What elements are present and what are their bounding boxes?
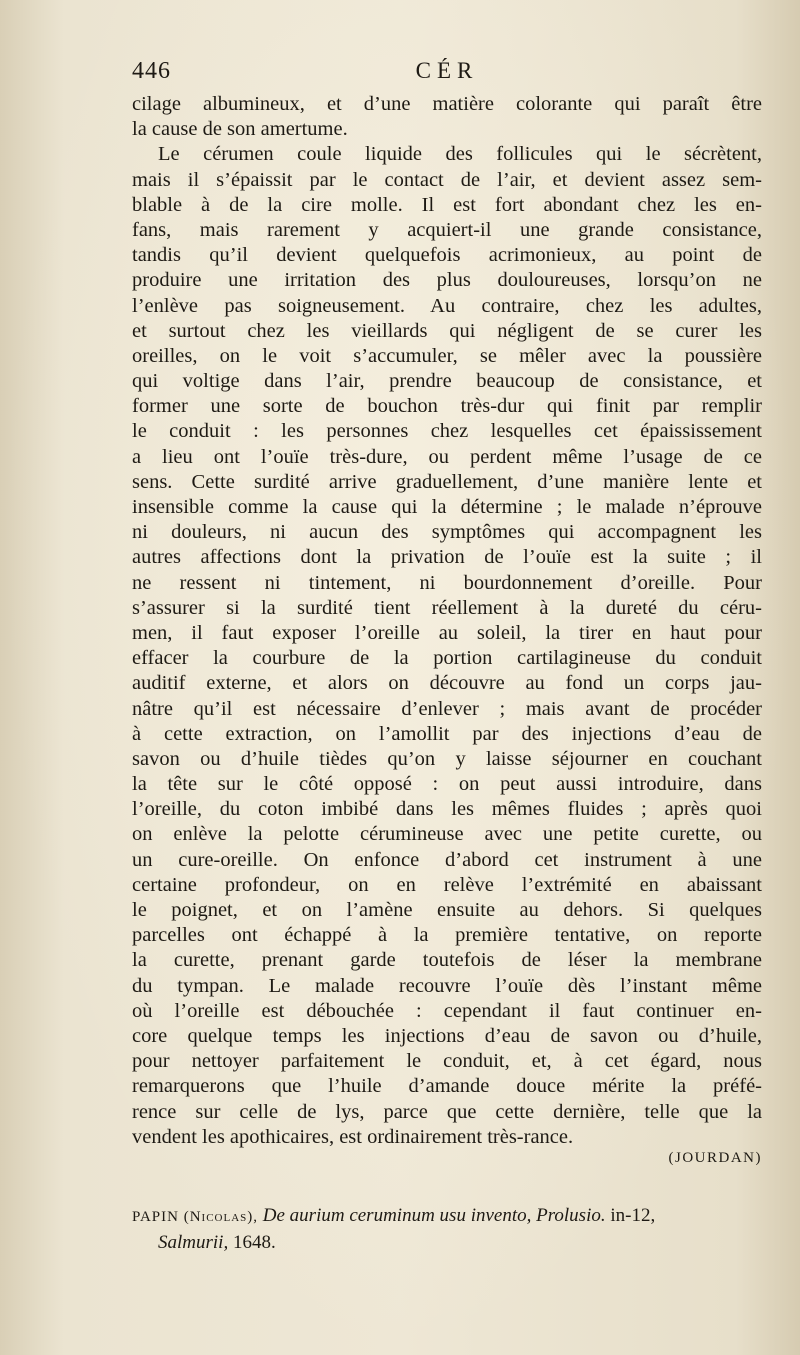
text-line: produire une irritation des plus douloureuses, lorsqu’on ne xyxy=(132,269,762,292)
text-line: insensible comme la cause qui la détermine ; le malade n’éprouve xyxy=(132,496,762,518)
text-line: la cause de son amertume. xyxy=(132,118,348,141)
text-line: où l’oreille est débouchée : cependant il faut continuer en- xyxy=(132,999,762,1022)
text-line: auditif externe, et alors on découvre au fond un corps jau- xyxy=(132,672,762,695)
bib-author: PAPIN (Nicolas), xyxy=(132,1209,259,1225)
text-line: l’oreille, du coton imbibé dans les mêmes fluides ; après quoi xyxy=(132,798,762,821)
text-line: pour nettoyer parfaitement le conduit, et, à cet égard, nous xyxy=(132,1050,762,1073)
text-line: ni douleurs, ni aucun des symptômes qui accompagnent les xyxy=(132,521,762,544)
text-line: tandis qu’il devient quelquefois acrimonieux, au point de xyxy=(132,244,762,267)
page-header xyxy=(132,58,762,92)
text-line: former une sorte de bouchon très-dur qui finit par remplir xyxy=(132,395,762,418)
text-line: oreilles, on le voit s’accumuler, se mêler avec la poussière xyxy=(132,344,762,367)
text-line: vendent les apothicaires, est ordinairement très-rance. xyxy=(132,1125,574,1148)
text-line: cilage albumineux, et d’une matière colorante qui paraît être xyxy=(132,93,762,115)
text-line: la tête sur le côté opposé : on peut aussi introduire, dans xyxy=(132,773,762,796)
text-line: core quelque temps les injections d’eau de savon ou d’huile, xyxy=(132,1024,762,1047)
page-number: 446 xyxy=(132,58,171,84)
text-line: sens. Cette surdité arrive graduellement, d’une manière lente et xyxy=(132,470,762,493)
article-body xyxy=(132,92,762,1150)
bib-title: De aurium ceruminum usu invento, Prolusio. xyxy=(262,1205,606,1226)
text-line: on enlève la pelotte cérumineuse avec une petite curette, ou xyxy=(132,823,762,846)
bib-format: in-12, xyxy=(610,1205,656,1226)
text-line: du tympan. Le malade recouvre l’ouïe dès l’instant même xyxy=(132,974,762,997)
text-line: l’enlève pas soigneusement. Au contraire, chez les adultes, xyxy=(132,294,762,317)
text-line: savon ou d’huile tièdes qu’on y laisse séjourner en couchant xyxy=(132,747,762,770)
text-line: parcelles ont échappé à la première tentative, on reporte xyxy=(132,924,762,947)
text-line: blable à de la cire molle. Il est fort abondant chez les en- xyxy=(132,193,762,216)
text-line: effacer la courbure de la portion cartilagineuse du conduit xyxy=(132,647,762,670)
text-line: certaine profondeur, on en relève l’extrémité en abaissant xyxy=(132,873,762,896)
bib-place: Salmurii, xyxy=(158,1232,229,1253)
text-line: la curette, prenant garde toutefois de léser la membrane xyxy=(132,949,762,972)
bibliography-line xyxy=(132,1203,772,1230)
text-line: mais il s’épaissit par le contact de l’air, et devient assez sem- xyxy=(132,168,762,191)
text-line: rence sur celle de lys, parce que cette dernière, telle que la xyxy=(132,1100,762,1123)
text-line: le poignet, et on l’amène ensuite au dehors. Si quelques xyxy=(132,899,762,921)
bib-year: 1648. xyxy=(232,1232,276,1253)
text-line: autres affections dont la privation de l’ouïe est la suite ; il xyxy=(132,546,762,569)
text-line: men, il faut exposer l’oreille au soleil, la tirer en haut pour xyxy=(132,621,762,644)
text-line: fans, mais rarement y acquiert-il une grande consistance, xyxy=(132,218,762,241)
text-line: remarquerons que l’huile d’amande douce mérite la préfé- xyxy=(132,1075,762,1098)
text-line: Le cérumen coule liquide des follicules qui le sécrètent, xyxy=(158,143,762,166)
author-signature: (JOURDAN) xyxy=(668,1150,762,1166)
text-line: s’assurer si la surdité tient réellement à la dureté du céru- xyxy=(132,596,762,619)
bibliography-entry xyxy=(132,1203,772,1256)
text-line: nâtre qu’il est nécessaire d’enlever ; mais avant de procéder xyxy=(132,697,762,720)
text-line: un cure-oreille. On enfonce d’abord cet instrument à une xyxy=(132,848,762,871)
text-line: le conduit : les personnes chez lesquelles cet épaississement xyxy=(132,420,762,443)
text-line: qui voltige dans l’air, prendre beaucoup de consistance, et xyxy=(132,370,762,393)
text-line: ne ressent ni tintement, ni bourdonnement d’oreille. Pour xyxy=(132,571,762,594)
text-line: a lieu ont l’ouïe très-dure, ou perdent même l’usage de ce xyxy=(132,445,762,468)
bibliography-line xyxy=(132,1230,772,1256)
running-head: CÉR xyxy=(415,58,479,83)
text-line: et surtout chez les vieillards qui négligent de se curer les xyxy=(132,319,762,342)
text-line: à cette extraction, on l’amollit par des injections d’eau de xyxy=(132,722,762,745)
